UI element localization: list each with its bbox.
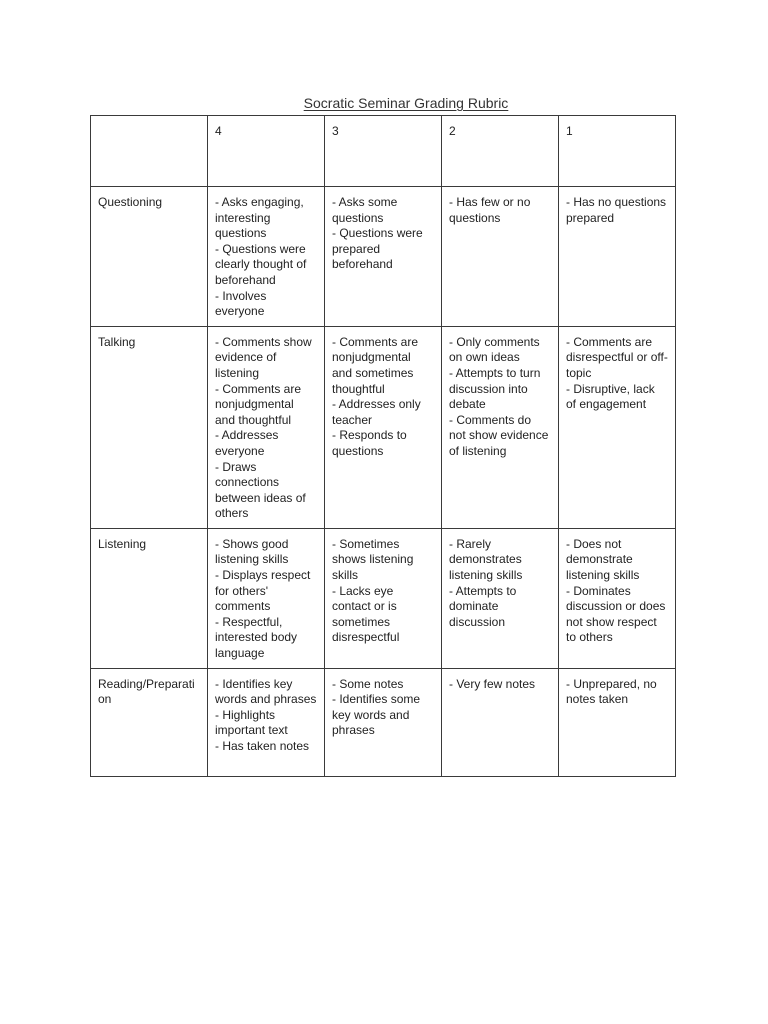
table-cell: - Asks engaging, interesting questions - Questions were clearly thought of beforehand - Involves everyone — [208, 187, 325, 327]
header-cell-score-1: 1 — [559, 116, 676, 187]
table-row — [91, 326, 676, 528]
table-cell: - Rarely demonstrates listening skills - Attempts to dominate discussion — [442, 528, 559, 668]
header-cell-score-2: 2 — [442, 116, 559, 187]
category-cell-reading-preparation: Reading/Preparati on — [91, 668, 208, 776]
header-cell-score-4: 4 — [208, 116, 325, 187]
table-cell: - Has few or no questions — [442, 187, 559, 327]
category-cell-questioning: Questioning — [91, 187, 208, 327]
table-cell: - Comments are disrespectful or off-topic - Disruptive, lack of engagement — [559, 326, 676, 528]
table-cell: - Comments are nonjudgmental and sometimes thoughtful - Addresses only teacher - Responds to questions — [325, 326, 442, 528]
document-title: Socratic Seminar Grading Rubric — [303, 95, 509, 111]
table-cell: - Sometimes shows listening skills - Lacks eye contact or is sometimes disrespectful — [325, 528, 442, 668]
table-row — [91, 528, 676, 668]
category-cell-listening: Listening — [91, 528, 208, 668]
table-cell: - Only comments on own ideas - Attempts to turn discussion into debate - Comments do not show evidence of listening — [442, 326, 559, 528]
table-row — [91, 668, 676, 776]
table-header-row — [91, 116, 676, 187]
table-cell: - Has no questions prepared — [559, 187, 676, 327]
rubric-table — [90, 115, 676, 777]
table-cell: - Does not demonstrate listening skills - Dominates discussion or does not show respect to others — [559, 528, 676, 668]
table-cell: - Some notes - Identifies some key words and phrases — [325, 668, 442, 776]
table-cell: - Unprepared, no notes taken — [559, 668, 676, 776]
table-cell: - Identifies key words and phrases - Highlights important text - Has taken notes — [208, 668, 325, 776]
table-row — [91, 187, 676, 327]
header-cell-empty — [91, 116, 208, 187]
table-cell: - Asks some questions - Questions were prepared beforehand — [325, 187, 442, 327]
table-cell: - Comments show evidence of listening - Comments are nonjudgmental and thoughtful - Addresses everyone - Draws connections between ideas of others — [208, 326, 325, 528]
category-cell-talking: Talking — [91, 326, 208, 528]
header-cell-score-3: 3 — [325, 116, 442, 187]
table-cell: - Very few notes — [442, 668, 559, 776]
table-cell: - Shows good listening skills - Displays respect for others' comments - Respectful, interested body language — [208, 528, 325, 668]
